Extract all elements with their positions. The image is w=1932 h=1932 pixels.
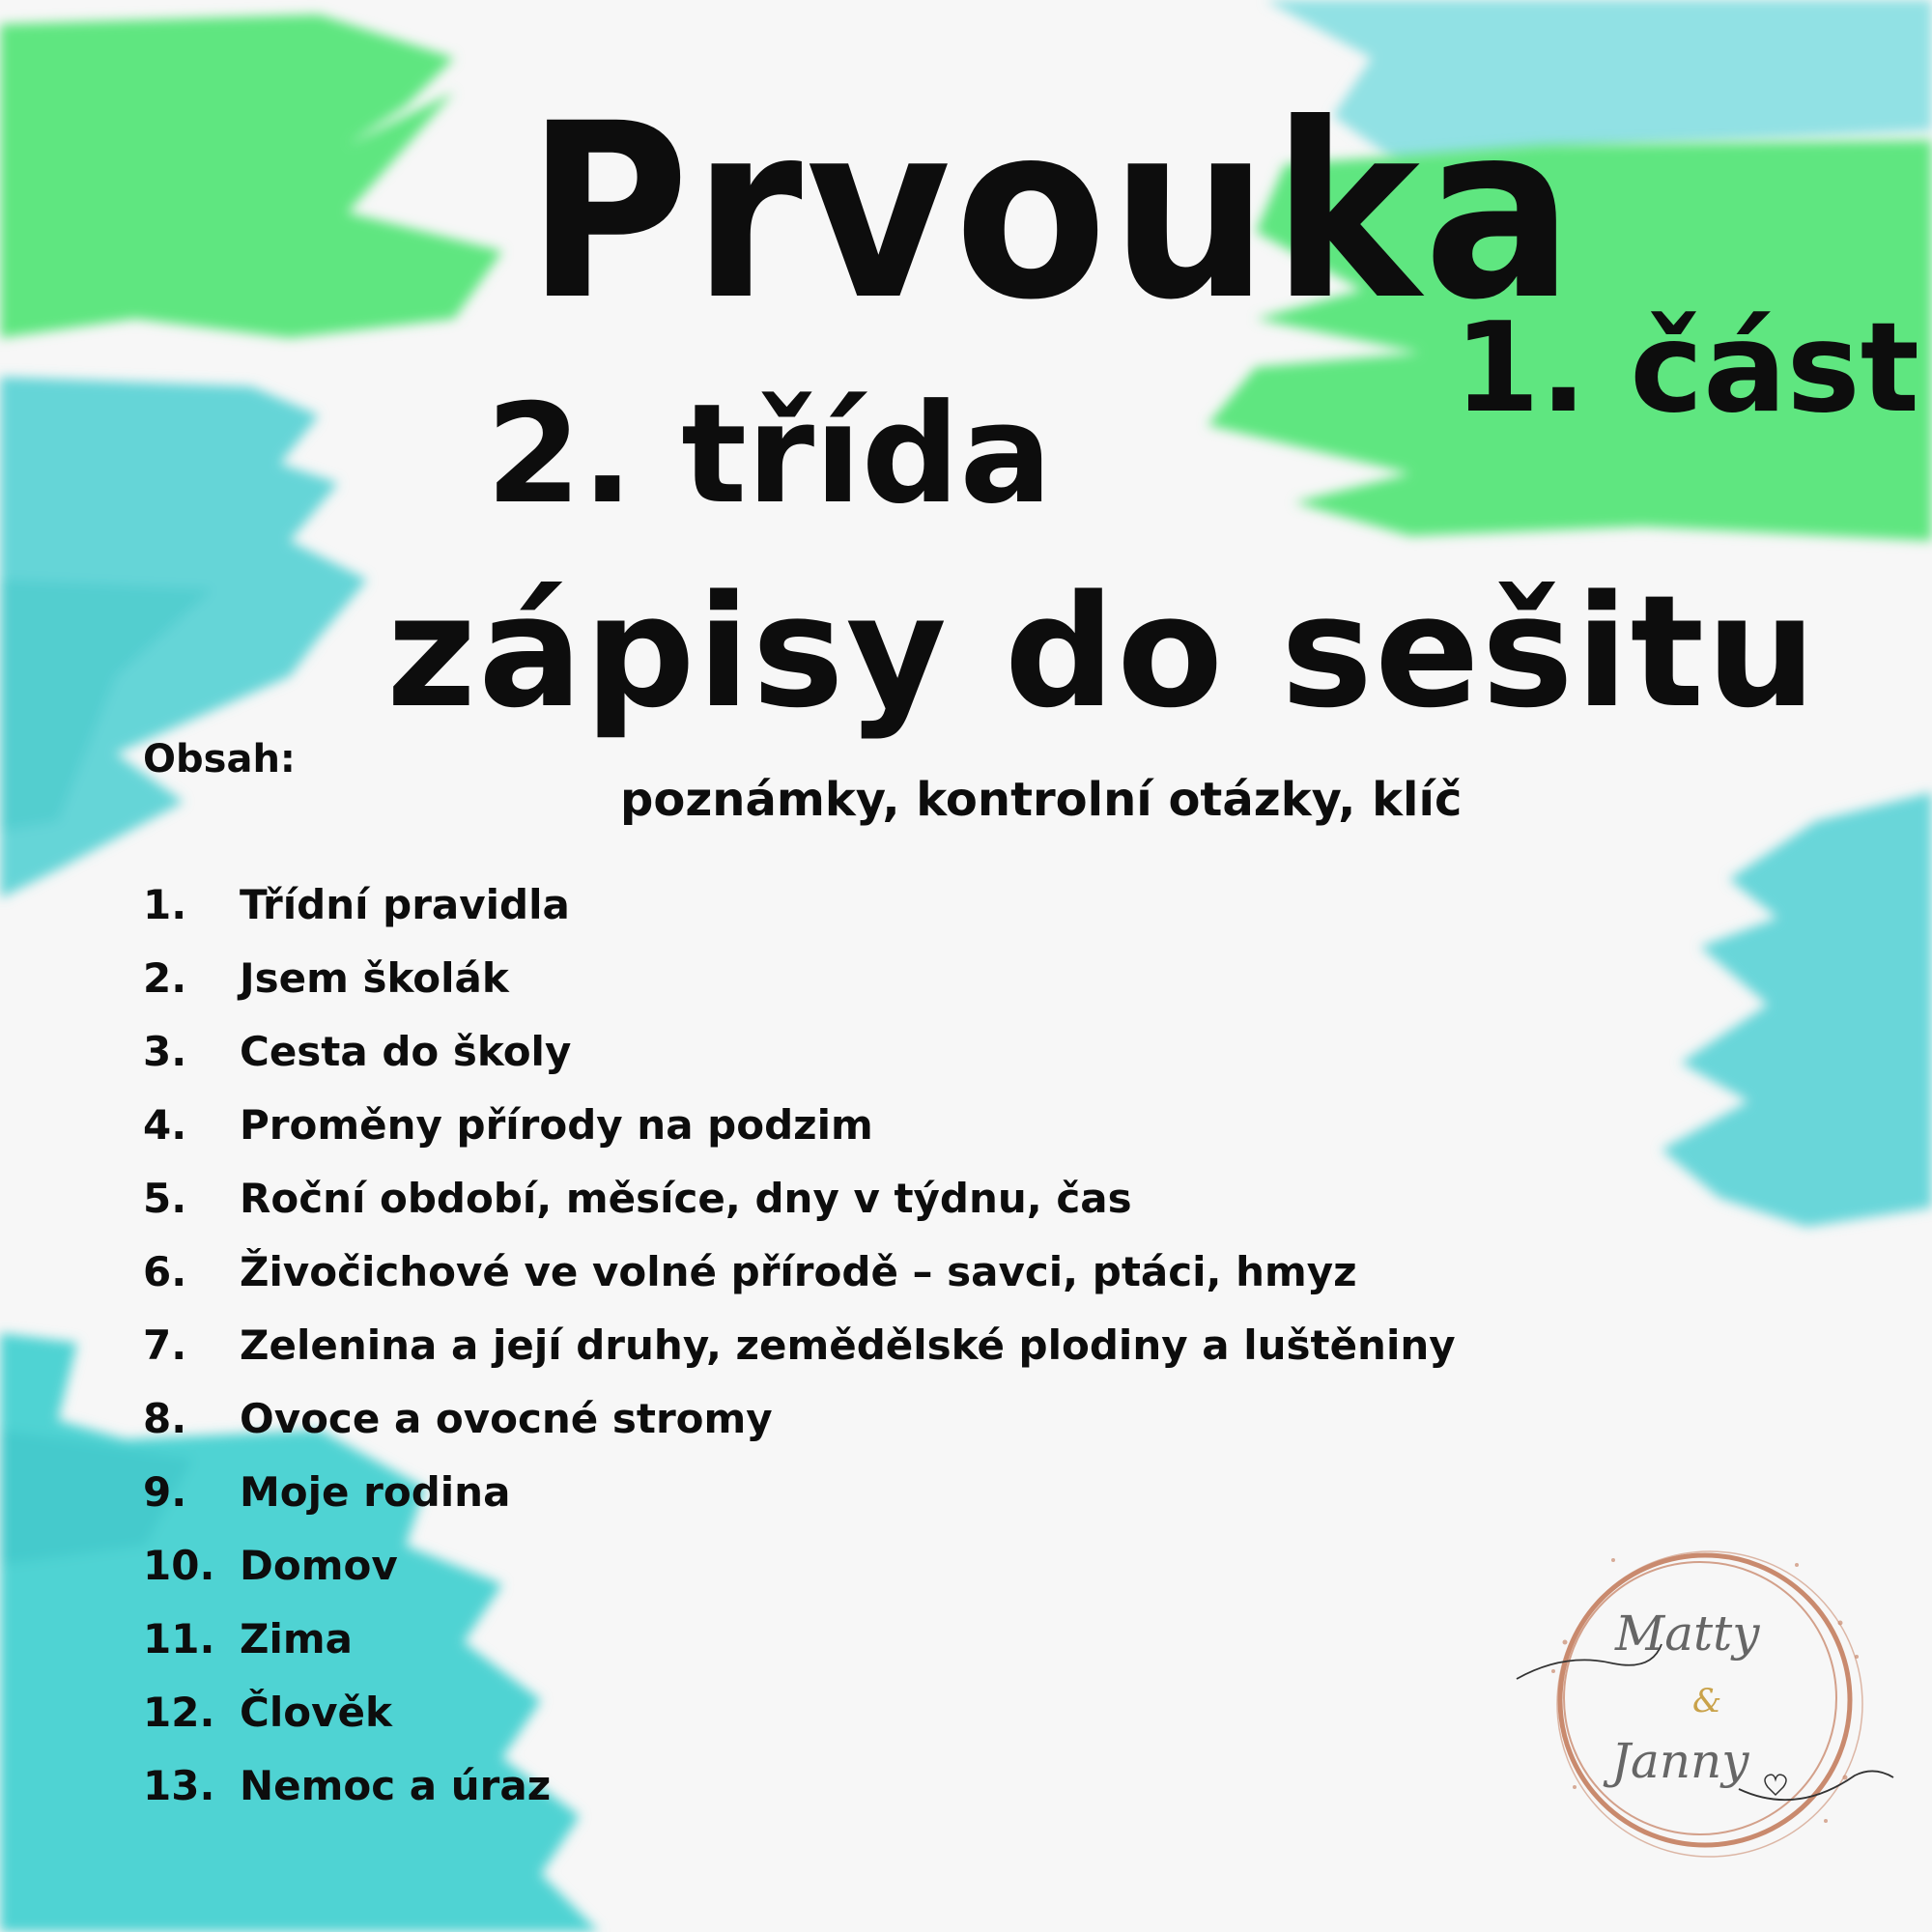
toc-item (143, 1762, 1456, 1839)
toc-number: 12. (143, 1689, 215, 1736)
toc-item (143, 1689, 1456, 1766)
toc-label: Zelenina a její druhy, zemědělské plodiny a luštěniny (240, 1321, 1456, 1369)
toc-number: 3. (143, 1028, 187, 1075)
toc-number: 7. (143, 1321, 187, 1369)
toc-number: 9. (143, 1468, 187, 1516)
logo-name-2: Janny (1611, 1733, 1749, 1789)
page-title: Prvouka (526, 71, 1577, 353)
subtitle: zápisy do sešitu (386, 561, 1819, 742)
toc-label: Domov (240, 1542, 398, 1589)
toc-label: Cesta do školy (240, 1028, 572, 1075)
logo-flourish-bottom (1739, 1771, 1893, 1800)
toc-item (143, 1101, 1456, 1179)
toc-item (143, 1615, 1456, 1692)
toc-item (143, 1395, 1456, 1472)
logo-ampersand: & (1692, 1682, 1722, 1720)
toc-item (143, 1468, 1456, 1546)
turquoise-stroke-left (0, 377, 367, 898)
toc-number: 4. (143, 1101, 187, 1149)
toc-label: Třídní pravidla (240, 881, 570, 928)
logo-name-1: Matty (1615, 1605, 1760, 1662)
toc-label: Moje rodina (240, 1468, 511, 1516)
toc-item (143, 1028, 1456, 1105)
part-label: 1. část (1454, 297, 1919, 440)
toc-number: 2. (143, 954, 187, 1002)
toc-number: 1. (143, 881, 187, 928)
toc-item (143, 1248, 1456, 1325)
heart-icon (1765, 1775, 1786, 1795)
toc-number: 13. (143, 1762, 215, 1809)
toc-label: Ovoce a ovocné stromy (240, 1395, 773, 1442)
toc-label: Živočichové ve volné přírodě – savci, ptáci, hmyz (240, 1248, 1357, 1295)
toc-item (143, 1542, 1456, 1619)
toc-item (143, 954, 1456, 1032)
turquoise-stroke-right (1662, 792, 1932, 1227)
toc-number: 8. (143, 1395, 187, 1442)
content-label: Obsah: (143, 737, 296, 781)
table-of-contents (143, 881, 1456, 1839)
green-stroke-top-left (0, 14, 502, 338)
toc-label: Roční období, měsíce, dny v týdnu, čas (240, 1175, 1132, 1222)
toc-label: Jsem školák (240, 954, 509, 1002)
toc-label: Nemoc a úraz (240, 1762, 552, 1809)
author-logo (1507, 1536, 1903, 1864)
toc-label: Člověk (240, 1689, 392, 1736)
toc-number: 11. (143, 1615, 215, 1662)
toc-number: 10. (143, 1542, 215, 1589)
toc-item (143, 1175, 1456, 1252)
toc-label: Zima (240, 1615, 353, 1662)
toc-item (143, 881, 1456, 958)
toc-number: 5. (143, 1175, 187, 1222)
toc-item (143, 1321, 1456, 1399)
grade-label: 2. třída (486, 375, 1053, 534)
tagline: poznámky, kontrolní otázky, klíč (620, 773, 1463, 827)
toc-label: Proměny přírody na podzim (240, 1101, 873, 1149)
toc-number: 6. (143, 1248, 187, 1295)
